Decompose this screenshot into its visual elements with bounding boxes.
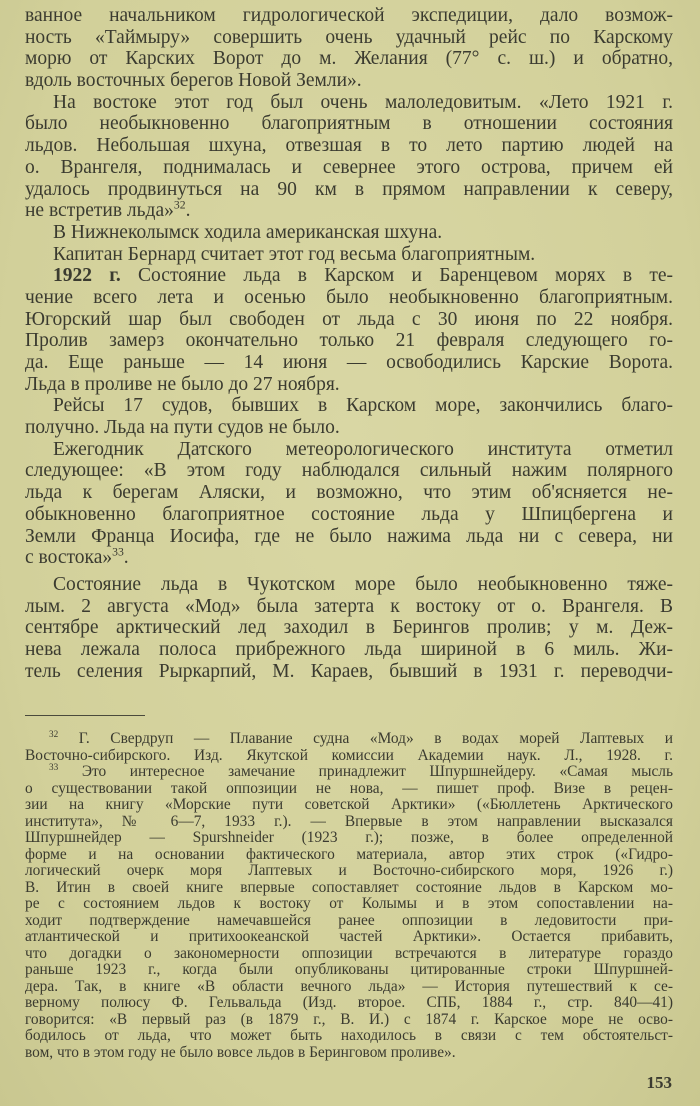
text-line (25, 48, 673, 70)
footnote-line (25, 880, 673, 897)
text-line (25, 526, 673, 548)
text-run: обыкновенно благоприятное состояние льда у Шпицбергена и (25, 503, 673, 525)
text-line (25, 179, 673, 201)
text-run: ходит подтверждение намечавшейся ранее оппозиции в ледовитости при- (25, 911, 673, 929)
text-line (25, 460, 673, 482)
main-text (25, 5, 673, 682)
text-line (25, 661, 673, 683)
footnote-line (25, 761, 673, 781)
text-run: института», № 6—7, 1933 г.). — Впервые в этом направлении высказался (25, 812, 673, 830)
footnote-line (25, 728, 673, 748)
text-line (25, 617, 673, 639)
text-run: дера. Так, в книге «В области вечного льда» — История путешествий к се- (25, 977, 673, 995)
text-run: получно. Льда на пути судов не было. (25, 417, 340, 439)
text-run: Г. Свердруп — Плавание судна «Мод» в водах морей Лаптевых и (58, 730, 673, 747)
text-line (25, 309, 673, 331)
text-run: следующее: «В этом году наблюдался сильный нажим полярного (25, 460, 673, 482)
footnote-line (25, 748, 673, 765)
text-run: льда к берегам Аляски, и возможно, что этим об'ясняется не- (25, 482, 673, 504)
footnote-line (25, 962, 673, 979)
text-line (25, 244, 673, 266)
text-line (25, 265, 673, 287)
text-run: ре с состоянием льдов к востоку от Колымы и в этом сопоставлении на- (25, 895, 673, 912)
text-line (25, 27, 673, 49)
text-run: не встретив льда» (25, 200, 174, 222)
footnote-line (25, 1012, 673, 1029)
text-run: Капитан Бернард считает этот год весьма благоприятным. (53, 243, 536, 265)
text-run: ванное начальником гидрологической экспедиции, дало возмож- (25, 5, 673, 26)
text-line (25, 395, 673, 417)
text-line (25, 374, 673, 396)
text-run: льдов. Небольшая шхуна, отвезшая в то лето партию людей на (25, 135, 673, 157)
text-line (25, 352, 673, 374)
footnote-marker: 32 (49, 728, 59, 739)
text-line (25, 222, 673, 244)
text-run: атлантической и притихоокеанской частей Арктики». Остается прибавить, (25, 928, 673, 945)
footnote-line (25, 896, 673, 913)
page-number: 153 (646, 1073, 672, 1092)
footnote-line (25, 995, 673, 1012)
bold-year: 1922 г. (53, 265, 121, 287)
text-run: . (123, 547, 129, 569)
text-run: с востока» (25, 547, 113, 569)
text-run: о. Врангеля, поднималась и севернее этого острова, причем ей (25, 156, 673, 178)
text-run: Пролив замерз окончательно только 21 февраля следующего го- (25, 330, 673, 352)
text-line (25, 547, 673, 569)
text-run: форме и на основании фактического материала, автор этих строк («Гидро- (25, 845, 673, 863)
text-line (25, 92, 673, 114)
text-run: Югорский шар был свободен от льда с 30 июня по 22 ноября. (25, 308, 673, 330)
footnote-marker: 33 (112, 545, 124, 559)
text-run: бодилось от льда, что может быть находилось в связи с тем обстоятельст- (25, 1027, 673, 1044)
text-run: Шпуршнейдер — Spurshneider (1923 г.); позже, в более определенной (25, 829, 673, 846)
text-line (25, 157, 673, 179)
text-run: логический очерк моря Лаптевых и Восточно-сибирского моря, 1926 г.) (25, 862, 673, 879)
footnote-line (25, 781, 673, 798)
text-run: раньше 1923 г., когда были опубликованы цитированные строки Шпуршней- (25, 961, 673, 978)
footnote-line (25, 946, 673, 963)
text-run: что догадки о закономерности оппозиции встречаются в литературе гораздо (25, 944, 673, 962)
footnote-line (25, 929, 673, 946)
text-line (25, 504, 673, 526)
text-line (25, 417, 673, 439)
text-line (25, 70, 673, 92)
text-line (25, 330, 673, 352)
text-run: чение всего лета и осенью было необыкновенно благоприятным. (25, 286, 673, 308)
footnote-line (25, 1028, 673, 1045)
text-run: Состояние льда в Карском и Баренцевом морях в те- (120, 265, 674, 287)
text-run: Ежегодник Датского метеорологического института отметил (53, 438, 673, 460)
text-run: тель селения Рыркарпий, М. Караев, бывший в 1931 г. переводчи- (25, 660, 673, 682)
text-run: Восточно-сибирского. Изд. Якутской комиссии Академии наук. Л., 1928. г. (25, 746, 673, 764)
footnotes (25, 728, 673, 1061)
text-line (25, 574, 673, 596)
text-run: говорится: «В первый раз (в 1879 г., В. И.) с 1874 г. Карское море не осво- (25, 1010, 673, 1028)
text-line (25, 287, 673, 309)
text-run: Земли Франца Иосифа, где не было нажима льда ни с севера, ни (25, 525, 673, 547)
footnote-line (25, 797, 673, 814)
text-line (25, 639, 673, 661)
text-run: . (185, 200, 191, 222)
text-run: да. Еще раньше — 14 июня — освободились Карские Ворота. (25, 352, 673, 373)
text-run: В. Итин в своей книге впервые сопоставляет состояние льдов в Карском мо- (25, 878, 673, 896)
text-run: Состояние льда в Чукотском море было необыкновенно тяже- (53, 573, 673, 595)
text-line (25, 596, 673, 618)
text-run: нева лежала полоса прибрежного льда шириной в 6 миль. Жи- (25, 638, 673, 660)
text-line (25, 113, 673, 135)
footnote-line (25, 847, 673, 864)
text-run: о существовании такой оппозиции не нова, — пишет проф. Визе в рецен- (25, 779, 673, 797)
footnote-marker: 33 (49, 761, 59, 772)
text-run: лым. 2 августа «Мод» была затерта к востоку от о. Врангеля. В (25, 595, 673, 617)
footnote-line (25, 1045, 673, 1062)
text-run: морю от Карских Ворот до м. Желания (77° с. ш.) и обратно, (25, 48, 673, 70)
footnote-divider (25, 715, 145, 716)
text-run: зии на книгу «Морские пути советской Арктики» («Бюллетень Арктического (25, 796, 673, 813)
footnote-line (25, 814, 673, 831)
text-run: сентябре арктический лед заходил в Берингов пролив; у м. Деж- (25, 617, 673, 639)
footnote-line (25, 863, 673, 880)
text-line (25, 482, 673, 504)
footnote-line (25, 913, 673, 930)
footnote-line (25, 830, 673, 847)
text-run: Рейсы 17 судов, бывших в Карском море, закончились благо- (53, 395, 673, 417)
text-run: На востоке этот год был очень малоледовитым. «Лето 1921 г. (53, 91, 673, 113)
text-line (25, 200, 673, 222)
text-line (25, 5, 673, 27)
text-run: Льда в проливе не было до 27 ноября. (25, 373, 340, 395)
text-line (25, 439, 673, 461)
text-run: верному полюсу Ф. Гельвальда (Изд. второе. СПБ, 1884 г., стр. 840—41) (25, 994, 673, 1011)
footnote-marker: 32 (173, 198, 186, 212)
text-run: В Нижнеколымск ходила американская шхуна. (53, 221, 443, 243)
text-run: вом, что в этом году не было вовсе льдов в Беринговом проливе». (25, 1043, 456, 1061)
text-run: Это интересное замечание принадлежит Шпуршнейдеру. «Самая мысль (58, 763, 673, 780)
text-run: удалось продвинуться на 90 км в прямом направлении к северу, (25, 178, 673, 200)
text-line (25, 135, 673, 157)
text-run: ность «Таймыру» совершить очень удачный рейс по Карскому (25, 26, 673, 48)
text-run: было необыкновенно благоприятным в отношении состояния (25, 113, 673, 135)
text-run: вдоль восточных берегов Новой Земли». (25, 70, 362, 92)
footnote-line (25, 979, 673, 996)
